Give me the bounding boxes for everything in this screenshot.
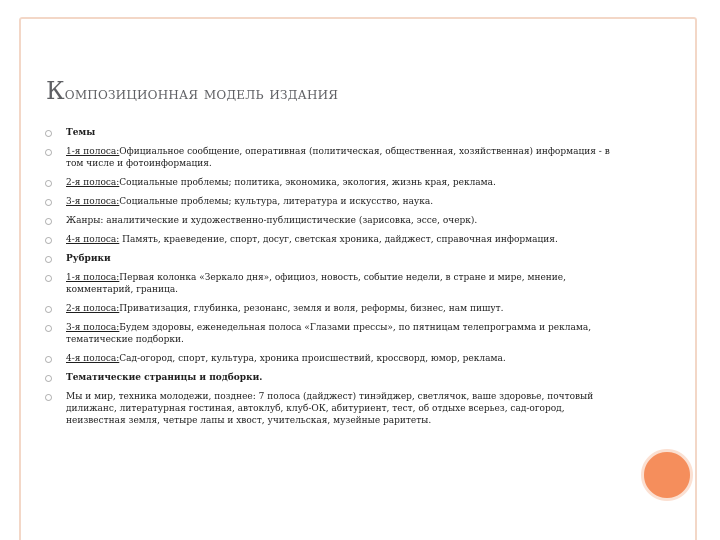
list-item-text bbox=[66, 215, 618, 227]
list-item bbox=[44, 272, 618, 296]
item-body: Приватизация, глубинка, резонанс, земля и воля, реформы, бизнес, нам пишут. bbox=[119, 304, 504, 314]
list-item bbox=[44, 253, 618, 265]
bullet-icon bbox=[44, 177, 66, 189]
page-label: 2-я полоса: bbox=[66, 178, 120, 188]
list-item bbox=[44, 146, 618, 170]
list-item bbox=[44, 303, 618, 315]
bullet-icon bbox=[44, 372, 66, 384]
item-body: Социальные проблемы; политика, экономика, экология, жизнь края, реклама. bbox=[119, 178, 496, 188]
decorative-circle bbox=[641, 449, 693, 501]
bullet-icon bbox=[44, 215, 66, 227]
list-item bbox=[44, 177, 618, 189]
page-label: 4-я полоса: bbox=[66, 235, 120, 245]
list-item-text bbox=[66, 146, 618, 170]
bullet-icon bbox=[44, 234, 66, 246]
page-label: 1-я полоса: bbox=[66, 147, 120, 157]
bullet-icon bbox=[44, 127, 66, 139]
list-item bbox=[44, 215, 618, 227]
item-body: Будем здоровы, еженедельная полоса «Глазами прессы», по пятницам телепрограмма и реклама, тематические подборки. bbox=[66, 323, 592, 345]
item-body: Жанры: аналитические и художественно-публицистические (зарисовка, эссе, очерк). bbox=[66, 216, 478, 226]
list-item-text bbox=[66, 272, 618, 296]
list-item-text bbox=[66, 253, 618, 265]
page-label: 2-я полоса: bbox=[66, 304, 120, 314]
content-list bbox=[44, 127, 618, 434]
item-body: Тематические страницы и подборки. bbox=[66, 373, 263, 383]
bullet-icon bbox=[44, 272, 66, 284]
list-item bbox=[44, 353, 618, 365]
item-body: Сад-огород, спорт, культура, хроника происшествий, кроссворд, юмор, реклама. bbox=[119, 354, 506, 364]
slide-title bbox=[46, 76, 338, 109]
title-initial: К bbox=[46, 77, 65, 105]
list-item-text bbox=[66, 303, 618, 315]
list-item-text bbox=[66, 234, 618, 246]
list-item-text bbox=[66, 372, 618, 384]
list-item-text bbox=[66, 322, 618, 346]
list-item bbox=[44, 322, 618, 346]
item-body: Мы и мир, техника молодежи, позднее: 7 полоса (дайджест) тинэйджер, светлячок, ваше здоровье, почтовый дилижанс, литературная гостиная, автоклуб, клуб-ОК, абитуриент, тест, об отдыхе всерьез, сад-огород, неизвестная земля, четыре лапы и хвост, учительская, музейные раритеты. bbox=[66, 392, 594, 426]
page-label: 1-я полоса: bbox=[66, 273, 120, 283]
list-item-text bbox=[66, 353, 618, 365]
bullet-icon bbox=[44, 146, 66, 158]
item-body: Память, краеведение, спорт, досуг, светская хроника, дайджест, справочная информация. bbox=[119, 235, 558, 245]
list-item bbox=[44, 372, 618, 384]
list-item-text bbox=[66, 391, 618, 427]
list-item bbox=[44, 196, 618, 208]
list-item bbox=[44, 391, 618, 427]
page-label: 4-я полоса: bbox=[66, 354, 120, 364]
bullet-icon bbox=[44, 303, 66, 315]
item-body: Темы bbox=[66, 128, 96, 138]
page-label: 3-я полоса: bbox=[66, 197, 120, 207]
list-item-text bbox=[66, 127, 618, 139]
item-body: Официальное сообщение, оперативная (политическая, общественная, хозяйственная) информация - в том числе и фотоинформация. bbox=[66, 147, 610, 169]
list-item-text bbox=[66, 177, 618, 189]
list-item bbox=[44, 127, 618, 139]
item-body: Рубрики bbox=[66, 254, 111, 264]
item-body: Социальные проблемы; культура, литература и искусство, наука. bbox=[119, 197, 434, 207]
bullet-icon bbox=[44, 391, 66, 403]
bullet-icon bbox=[44, 253, 66, 265]
list-item bbox=[44, 234, 618, 246]
bullet-icon bbox=[44, 322, 66, 334]
bullet-icon bbox=[44, 353, 66, 365]
title-rest: омпозиционная модель издания bbox=[64, 84, 339, 104]
bullet-icon bbox=[44, 196, 66, 208]
list-item-text bbox=[66, 196, 618, 208]
page-label: 3-я полоса: bbox=[66, 323, 120, 333]
item-body: Первая колонка «Зеркало дня», официоз, новость, событие недели, в стране и мире, мнение, комментарий, граница. bbox=[66, 273, 566, 295]
